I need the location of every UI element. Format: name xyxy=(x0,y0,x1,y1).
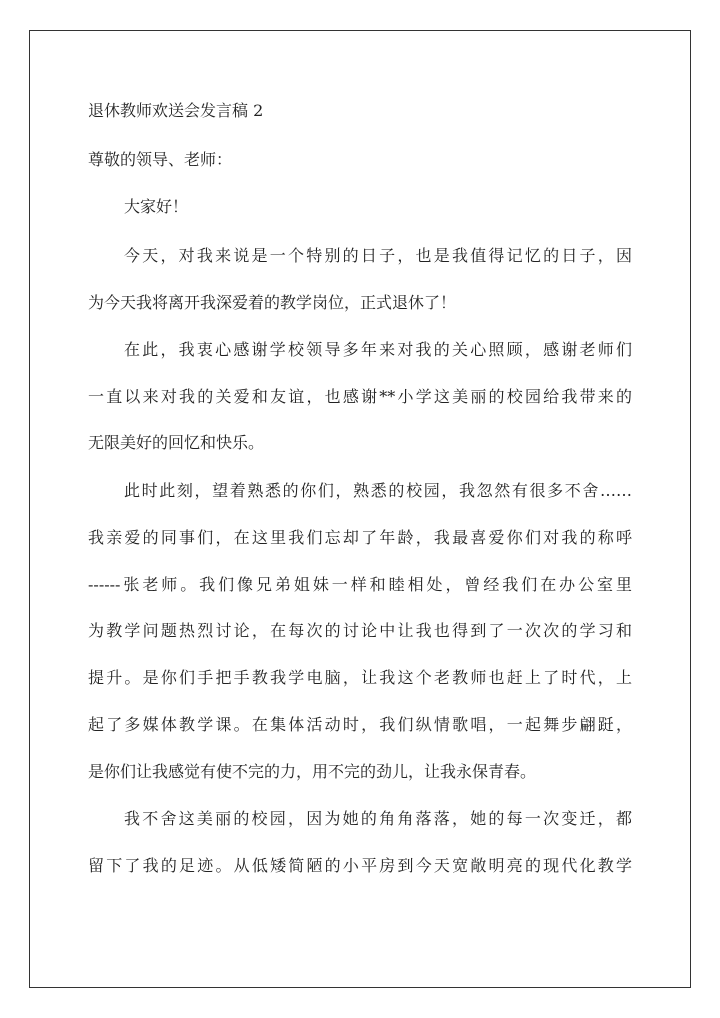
paragraph-line: 此时此刻，望着熟悉的你们，熟悉的校园，我忽然有很多不舍…… xyxy=(124,481,632,500)
paragraph-line: 在此，我衷心感谢学校领导多年来对我的关心照顾，感谢老师们 xyxy=(124,340,632,359)
page-border xyxy=(29,30,691,988)
paragraph-line: 一直以来对我的关爱和友谊，也感谢**小学这美丽的校园给我带来的 xyxy=(88,387,632,406)
paragraph-line: 是你们让我感觉有使不完的力，用不完的劲儿，让我永保青春。 xyxy=(88,762,537,781)
paragraph-line: 今天，对我来说是一个特别的日子，也是我值得记忆的日子，因 xyxy=(124,246,632,265)
paragraph-line: ------张老师。我们像兄弟姐妹一样和睦相处，曾经我们在办公室里 xyxy=(88,575,632,594)
paragraph-line: 为今天我将离开我深爱着的教学岗位，正式退休了！ xyxy=(88,293,457,312)
salutation: 尊敬的领导、老师： xyxy=(88,150,233,169)
paragraph-line: 我亲爱的同事们，在这里我们忘却了年龄，我最喜爱你们对我的称呼 xyxy=(88,528,632,547)
document-title: 退休教师欢送会发言稿 2 xyxy=(88,101,264,120)
paragraph-line: 无限美好的回忆和快乐。 xyxy=(88,433,265,452)
paragraph-line: 起了多媒体教学课。在集体活动时，我们纵情歌唱，一起舞步翩跹， xyxy=(88,715,632,734)
paragraph-line: 提升。是你们手把手教我学电脑，让我这个老教师也赶上了时代，上 xyxy=(88,668,632,687)
paragraph-line: 我不舍这美丽的校园，因为她的角角落落，她的每一次变迁，都 xyxy=(124,809,632,828)
paragraph-line: 为教学问题热烈讨论，在每次的讨论中让我也得到了一次次的学习和 xyxy=(88,621,632,640)
paragraph-line: 大家好！ xyxy=(124,197,189,216)
paragraph-line: 留下了我的足迹。从低矮简陋的小平房到今天宽敞明亮的现代化教学 xyxy=(88,856,632,875)
